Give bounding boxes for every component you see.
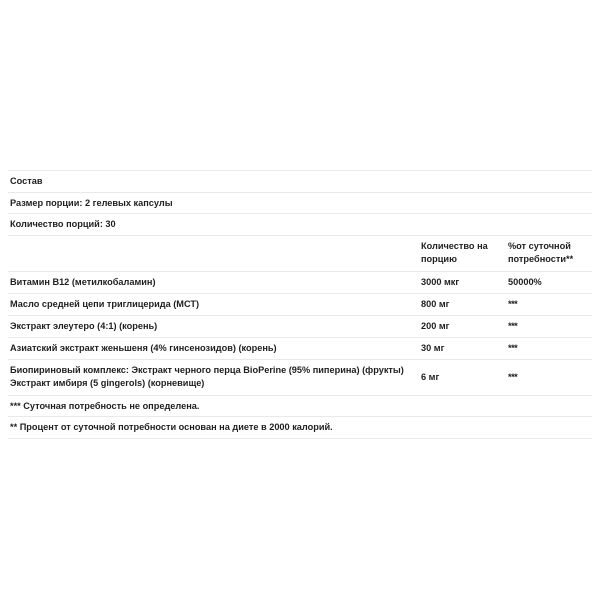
ingredient-name: Азиатский экстракт женьшеня (4% гинсенозидов) (корень) [10, 342, 277, 353]
table-row [8, 316, 592, 338]
table-row [8, 338, 592, 360]
ingredient-name: Масло средней цепи триглицерида (МСТ) [10, 298, 200, 309]
ingredient-daily-value: *** [508, 298, 518, 309]
supplement-facts-table [8, 170, 592, 439]
header-daily-value: %от суточной потребности** [508, 240, 574, 264]
header-amount: Количество на порцию [421, 240, 488, 264]
table-row [8, 294, 592, 316]
ingredient-amount: 3000 мкг [421, 276, 460, 287]
ingredient-amount: 200 мг [421, 320, 450, 331]
ingredient-amount: 30 мг [421, 342, 445, 353]
table-row [8, 272, 592, 294]
facts-title: Состав [8, 171, 592, 193]
ingredient-daily-value: *** [508, 320, 518, 331]
footnote-daily-value-basis: ** Процент от суточной потребности основан на диете в 2000 калорий. [8, 417, 592, 439]
servings-per-container: Количество порций: 30 [8, 214, 592, 236]
ingredient-name: Биопириновый комплекс: Экстракт черного перца BioPerine (95% пиперина) (фрукты) Экстракт имбиря (5 gingerols) (корневище) [10, 365, 404, 388]
ingredient-daily-value: *** [508, 371, 518, 382]
ingredient-name: Экстракт элеутеро (4:1) (корень) [10, 320, 158, 331]
table-row [8, 360, 592, 396]
footnote-not-established: *** Суточная потребность не определена. [8, 396, 592, 418]
ingredient-amount: 6 мг [421, 371, 440, 382]
ingredient-daily-value: *** [508, 342, 518, 353]
ingredient-amount: 800 мг [421, 298, 450, 309]
serving-size: Размер порции: 2 гелевых капсулы [8, 193, 592, 215]
table-header [8, 236, 592, 272]
ingredient-daily-value: 50000% [508, 276, 542, 287]
ingredient-name: Витамин B12 (метилкобаламин) [10, 276, 156, 287]
